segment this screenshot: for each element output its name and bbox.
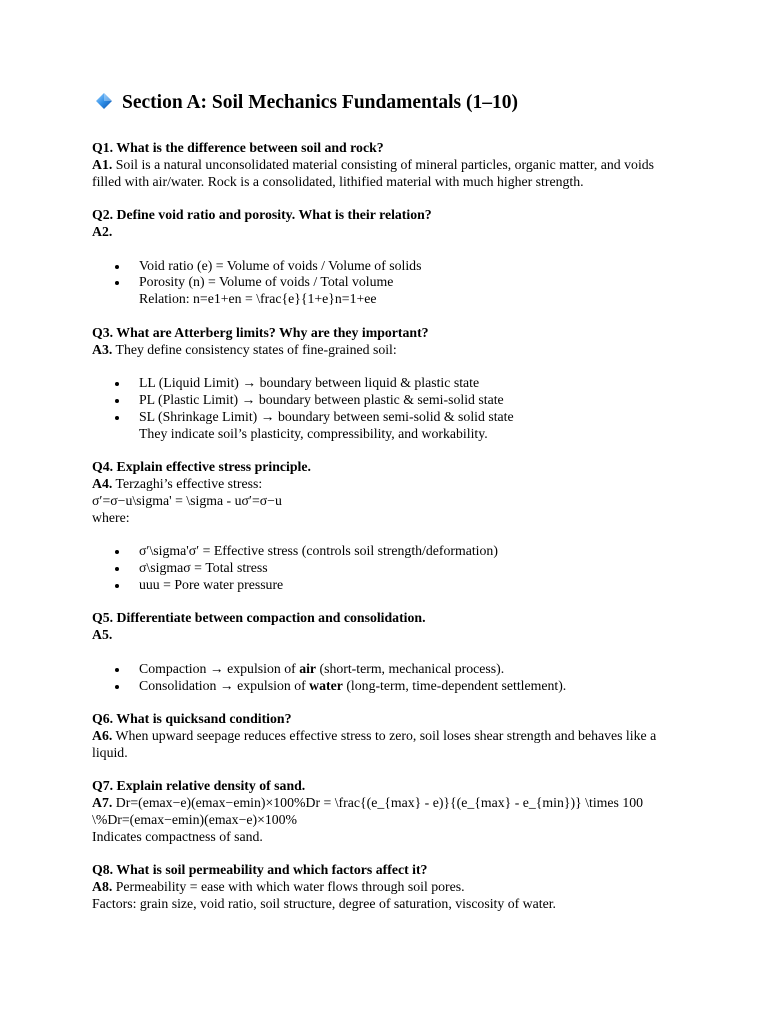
atterberg-note: They indicate soil’s plasticity, compressibility, and workability. xyxy=(139,425,488,441)
bullet-list xyxy=(92,258,682,292)
qa-block-q8 xyxy=(92,862,682,912)
qa-block-q7 xyxy=(92,778,682,845)
bullet-icon xyxy=(115,668,119,672)
list-item: Consolidation → expulsion of water (long-term, time-dependent settlement). xyxy=(92,678,682,695)
list-item: Compaction → expulsion of air (short-term, mechanical process). xyxy=(92,661,682,678)
section-title: Section A: Soil Mechanics Fundamentals (1–10) xyxy=(122,92,518,113)
blue-diamond-icon xyxy=(96,93,112,109)
bullet-icon xyxy=(115,584,119,588)
list-item: σ\sigmaσ = Total stress xyxy=(92,560,682,577)
qa-block-q6 xyxy=(92,711,682,761)
answer-a7: A7. Dr=(emax−e)(emax−emin)×100%Dr = \frac{(e_{max} - e)}{(e_{max} - e_{min})} \times 100 \%Dr=(emax−emin)(emax−e)×100% xyxy=(92,795,644,827)
list-item: PL (Plastic Limit) → boundary between plastic & semi-solid state xyxy=(92,392,682,409)
answer-a4: A4. Terzaghi’s effective stress: xyxy=(92,475,263,491)
bullet-list xyxy=(92,661,682,695)
question-q4: Q4. Explain effective stress principle. xyxy=(92,459,311,475)
question-q2: Q2. Define void ratio and porosity. What is their relation? xyxy=(92,207,432,223)
qa-block-q2 xyxy=(92,207,682,308)
list-item: LL (Liquid Limit) → boundary between liquid & plastic state xyxy=(92,375,682,392)
bullet-icon xyxy=(115,550,119,554)
answer-a6: A6. When upward seepage reduces effective stress to zero, soil loses shear strength and behaves like a liquid. xyxy=(92,727,657,760)
section-heading xyxy=(92,86,682,120)
list-item: σ′\sigma'σ′ = Effective stress (controls soil strength/deformation) xyxy=(92,543,682,560)
bullet-icon xyxy=(115,416,119,420)
relation-note: Relation: n=e1+en = \frac{e}{1+e}n=1+ee xyxy=(139,291,377,307)
where-label: where: xyxy=(92,509,130,525)
bullet-icon xyxy=(115,382,119,386)
effective-stress-formula: σ′=σ−u\sigma' = \sigma - uσ′=σ−u xyxy=(92,492,282,508)
bullet-icon xyxy=(115,685,119,689)
question-q1: Q1. What is the difference between soil and rock? xyxy=(92,140,384,155)
relative-density-note: Indicates compactness of sand. xyxy=(92,828,263,844)
answer-a3: A3. They define consistency states of fine-grained soil: xyxy=(92,341,397,357)
question-q6: Q6. What is quicksand condition? xyxy=(92,711,292,727)
bullet-icon xyxy=(115,399,119,403)
permeability-factors: Factors: grain size, void ratio, soil structure, degree of saturation, viscosity of water. xyxy=(92,895,556,911)
list-item: Porosity (n) = Volume of voids / Total volume xyxy=(92,274,682,291)
qa-block-q5 xyxy=(92,610,682,694)
list-item: Void ratio (e) = Volume of voids / Volume of solids xyxy=(92,258,682,275)
qa-block-q1 xyxy=(92,140,682,190)
bullet-icon xyxy=(115,281,119,285)
list-item: uuu = Pore water pressure xyxy=(92,577,682,594)
qa-block-q3 xyxy=(92,325,682,443)
answer-a1: A1. Soil is a natural unconsolidated material consisting of mineral particles, organic matter, and voids filled with air/water. Rock is a consolidated, lithified material with much higher strength. xyxy=(92,156,655,189)
question-q8: Q8. What is soil permeability and which factors affect it? xyxy=(92,862,428,878)
bullet-list xyxy=(92,375,682,425)
answer-a5-label: A5. xyxy=(92,627,113,643)
question-q5: Q5. Differentiate between compaction and consolidation. xyxy=(92,610,426,626)
bullet-list xyxy=(92,543,682,593)
list-item: SL (Shrinkage Limit) → boundary between semi-solid & solid state xyxy=(92,409,682,426)
document-page xyxy=(92,86,682,929)
answer-a2-label: A2. xyxy=(92,223,113,239)
qa-block-q4 xyxy=(92,459,682,593)
bullet-icon xyxy=(115,265,119,269)
bullet-icon xyxy=(115,567,119,571)
question-q3: Q3. What are Atterberg limits? Why are they important? xyxy=(92,324,429,340)
question-q7: Q7. Explain relative density of sand. xyxy=(92,778,306,794)
answer-a8: A8. Permeability = ease with which water flows through soil pores. xyxy=(92,879,465,895)
